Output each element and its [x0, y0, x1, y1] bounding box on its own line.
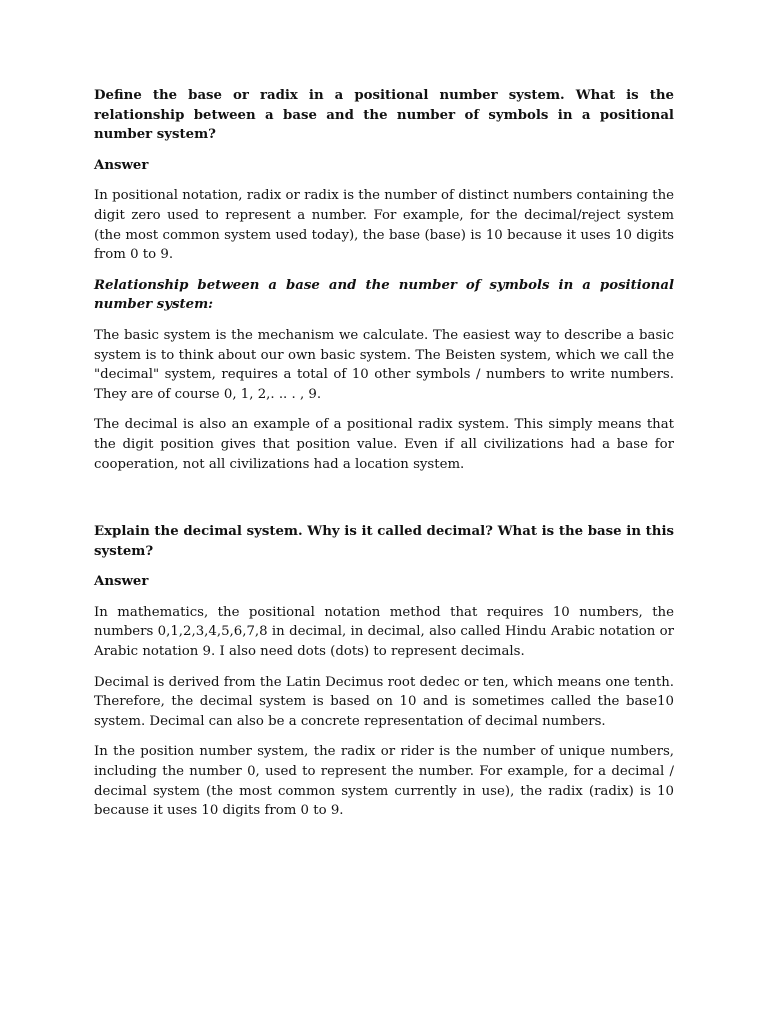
- answer-1-paragraph-1: In positional notation, radix or radix is the number of distinct numbers containing the digit zero used to represent a number. For example, for the decimal/reject system (the most common system used today), the base (base) is 10 because it uses 10 digits from 0 to 9.: [94, 188, 674, 263]
- document-page: [94, 86, 674, 821]
- relationship-subheading: Relationship between a base and the number of symbols in a positional number system:: [94, 277, 674, 313]
- answer-2-paragraph-1: In mathematics, the positional notation method that requires 10 numbers, the numbers 0,1,2,3,4,5,6,7,8 in decimal, in decimal, also called Hindu Arabic notation or Arabic notation 9. I also need dots (dots) to represent decimals.: [94, 604, 674, 660]
- answer-2-paragraph-2: Decimal is derived from the Latin Decimus root dedec or ten, which means one tenth. Therefore, the decimal system is based on 10 and is sometimes called the base10 system. Decimal can also be a concrete representation of decimal numbers.: [94, 674, 674, 729]
- answer-1-paragraph-3: The decimal is also an example of a positional radix system. This simply means that the digit position gives that position value. Even if all civilizations had a base for cooperation, not all civilizations had a location system.: [94, 417, 674, 472]
- question-1: Define the base or radix in a positional number system. What is the relationship between a base and the number of symbols in a positional number system?: [94, 88, 674, 143]
- answer-label-1: Answer: [94, 157, 149, 173]
- answer-2-paragraph-3: In the position number system, the radix or rider is the number of unique numbers, including the number 0, used to represent the number. For example, for a decimal / decimal system (the most common system currently in use), the radix (radix) is 10 because it uses 10 digits from 0 to 9.: [94, 744, 674, 819]
- question-2: Explain the decimal system. Why is it called decimal? What is the base in this system?: [94, 524, 674, 559]
- answer-1-paragraph-2: The basic system is the mechanism we calculate. The easiest way to describe a basic system is to think about our own basic system. The Beisten system, which we call the "decimal" system, requires a total of 10 other symbols / numbers to write numbers. They are of course 0, 1, 2,. .. . , 9.: [94, 327, 674, 402]
- answer-label-2: Answer: [94, 574, 149, 590]
